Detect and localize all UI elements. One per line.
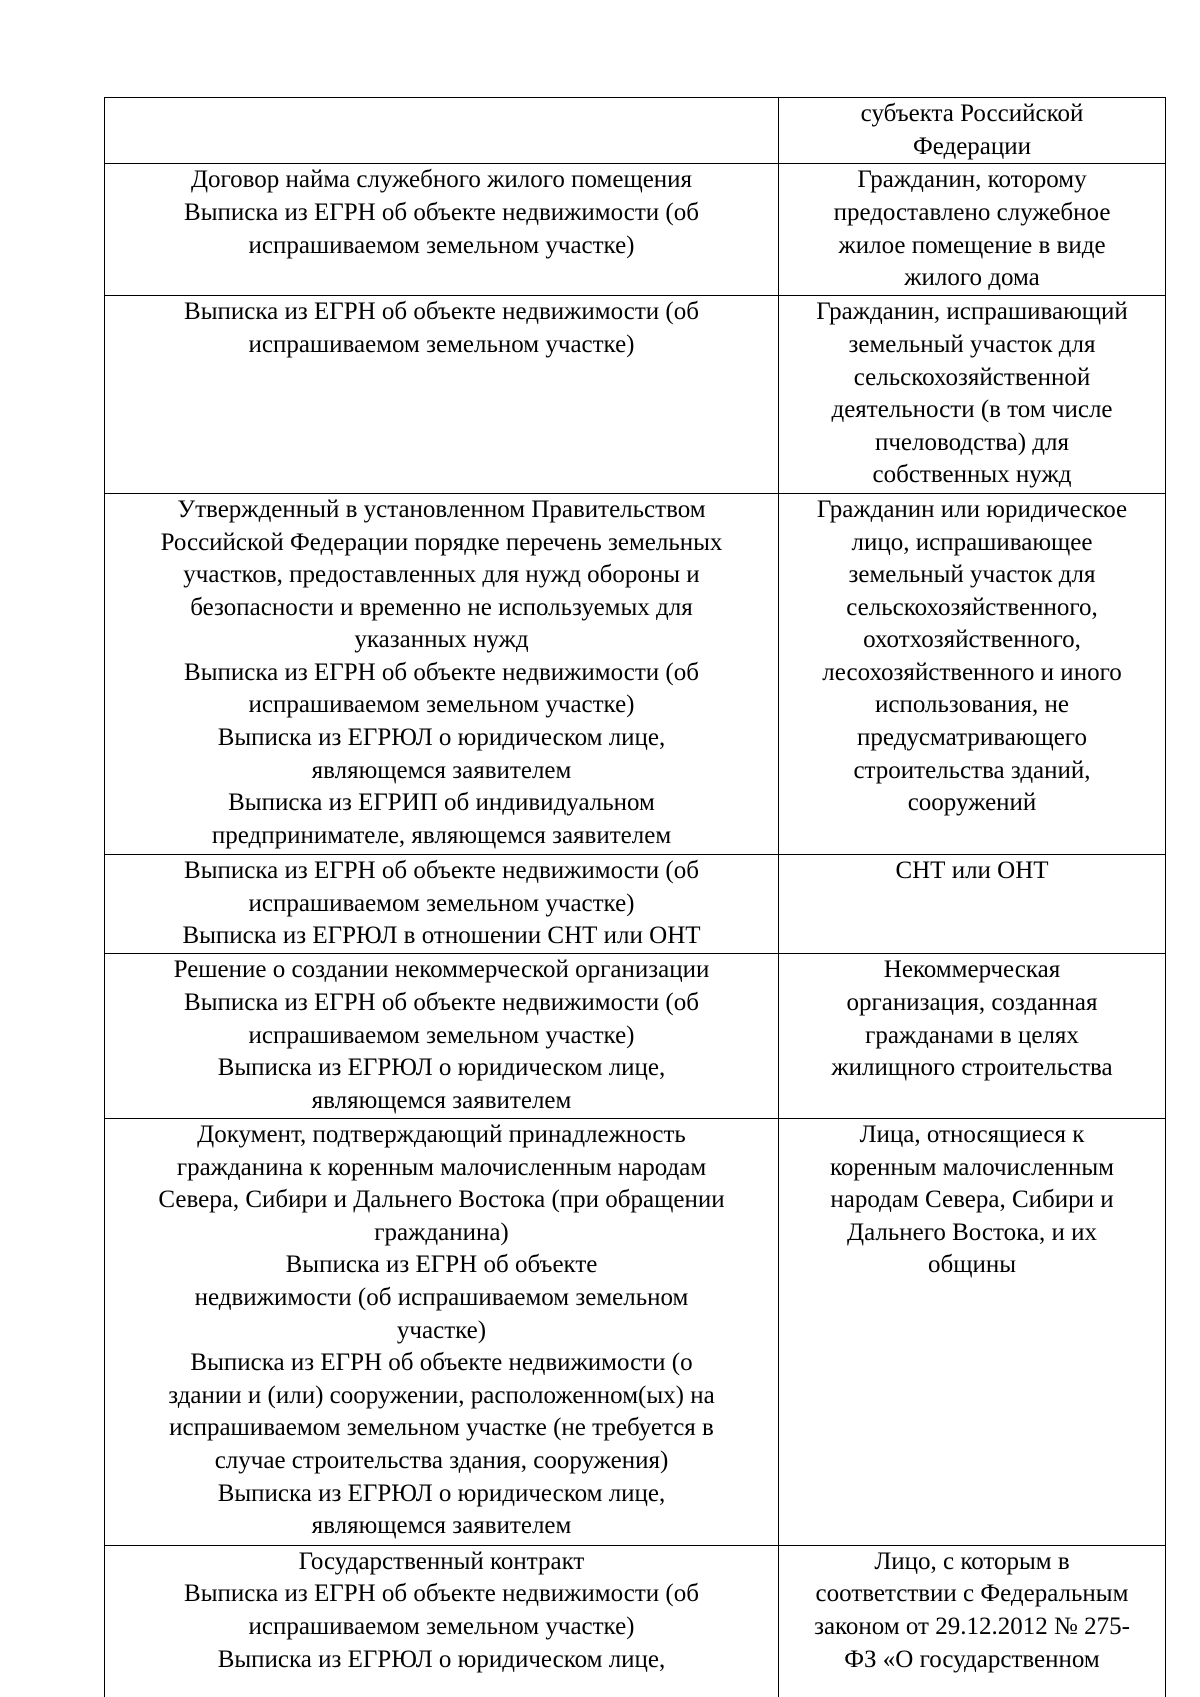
table-body [105, 98, 1166, 1697]
applicant-line: гражданами в целях [865, 1021, 1079, 1049]
applicant-line: строительства зданий, [853, 756, 1091, 784]
document-line: гражданина к коренным малочисленным народам [176, 1153, 707, 1181]
document-line: Российской Федерации порядке перечень земельных [160, 528, 723, 556]
applicant-cell [779, 493, 1166, 854]
documents-cell [105, 855, 779, 954]
document-line: Государственный контракт [298, 1547, 585, 1575]
document-line: предпринимателе, являющемся заявителем [211, 821, 672, 849]
applicant-cell [779, 98, 1166, 164]
applicant-line: общины [927, 1251, 1017, 1279]
applicant-line: деятельности (в том числе [831, 396, 1113, 424]
document-line: являющемся заявителем [311, 1086, 572, 1114]
document-line: Выписка из ЕГРН об объекте недвижимости (об [184, 988, 699, 1016]
document-line: Договор найма служебного жилого помещения [190, 166, 693, 194]
document-line: Выписка из ЕГРЮЛ в отношении СНТ или ОНТ [182, 922, 701, 950]
applicant-cell [779, 164, 1166, 296]
applicant-line: СНТ или ОНТ [895, 857, 1049, 885]
document-line: Выписка из ЕГРН об объекте недвижимости (о [190, 1349, 693, 1377]
document-line: Выписка из ЕГРН об объекте недвижимости (об [184, 857, 699, 885]
document-line: Выписка из ЕГРН об объекте недвижимости (об [184, 658, 699, 686]
document-line: Выписка из ЕГРН об объекте недвижимости (об [184, 1580, 699, 1608]
documents-cell [105, 954, 779, 1119]
documents-cell [105, 1545, 779, 1697]
applicant-line: Дальнего Востока, и их [847, 1218, 1097, 1246]
document-line: испрашиваемом земельном участке) [248, 889, 635, 917]
document-line: Севера, Сибири и Дальнего Востока (при обращении [158, 1186, 725, 1214]
documents-cell [105, 493, 779, 854]
document-line: являющемся заявителем [311, 756, 572, 784]
table-row [105, 1119, 1166, 1546]
applicant-cell [779, 296, 1166, 493]
applicant-line: Лица, относящиеся к [859, 1121, 1085, 1149]
table-row [105, 296, 1166, 493]
document-line: Выписка из ЕГРЮЛ о юридическом лице, [217, 1479, 666, 1507]
applicant-line: Гражданин, испрашивающий [816, 298, 1128, 326]
document-line: указанных нужд [354, 626, 529, 654]
document-line: недвижимости (об испрашиваемом земельном [194, 1284, 689, 1312]
applicant-cell [779, 954, 1166, 1119]
applicant-line: сельскохозяйственной [853, 363, 1091, 391]
table-row [105, 954, 1166, 1119]
document-line: гражданина) [374, 1218, 509, 1246]
applicant-line: собственных нужд [872, 461, 1072, 489]
documents-table [104, 97, 1166, 1697]
applicant-line: коренным малочисленным [830, 1153, 1114, 1181]
document-line: являющемся заявителем [311, 1512, 572, 1540]
applicant-line: жилищного строительства [831, 1054, 1113, 1082]
applicant-line: сооружений [907, 789, 1037, 817]
documents-cell [105, 1119, 779, 1546]
document-line: Выписка из ЕГРЮЛ о юридическом лице, [217, 1645, 666, 1673]
applicant-line: жилого дома [904, 264, 1040, 292]
applicant-line: Лицо, с которым в [874, 1547, 1070, 1575]
table-row [105, 98, 1166, 164]
document-line: испрашиваемом земельном участке) [248, 231, 635, 259]
documents-cell [105, 98, 779, 164]
applicant-line: законом от 29.12.2012 № 275- [814, 1612, 1130, 1640]
document-line: испрашиваемом земельном участке) [248, 1021, 635, 1049]
applicant-line: использования, не [875, 691, 1069, 719]
document-line: Выписка из ЕГРН об объекте недвижимости (об [184, 199, 699, 227]
document-line: испрашиваемом земельном участке) [248, 331, 635, 359]
applicant-line: сельскохозяйственного, [846, 593, 1098, 621]
document-line: испрашиваемом земельном участке) [248, 1612, 635, 1640]
documents-cell [105, 296, 779, 493]
document-line: участке) [396, 1316, 487, 1344]
applicant-line: Некоммерческая [883, 956, 1061, 984]
applicant-line: лицо, испрашивающее [851, 528, 1093, 556]
applicant-line: земельный участок для [848, 561, 1096, 589]
document-line: Выписка из ЕГРЮЛ о юридическом лице, [217, 1054, 666, 1082]
document-line: Выписка из ЕГРН об объекте [285, 1251, 598, 1279]
table-row [105, 855, 1166, 954]
document-line: испрашиваемом земельном участке (не требуется в [169, 1414, 714, 1442]
document-line: участков, предоставленных для нужд обороны и [183, 561, 700, 589]
applicant-line: ФЗ «О государственном [844, 1645, 1100, 1673]
applicant-cell [779, 855, 1166, 954]
document-line: безопасности и временно не используемых для [190, 593, 693, 621]
table-row [105, 164, 1166, 296]
applicant-line: организация, созданная [846, 988, 1098, 1016]
applicant-cell [779, 1545, 1166, 1697]
applicant-line: Гражданин или юридическое [816, 495, 1128, 523]
applicant-line: соответствии с Федеральным [815, 1580, 1129, 1608]
applicant-line: пчеловодства) для [874, 428, 1070, 456]
applicant-line: лесохозяйственного и иного [822, 658, 1122, 686]
applicant-line: Гражданин, которому [857, 166, 1087, 194]
document-line: Выписка из ЕГРИП об индивидуальном [228, 789, 655, 817]
document-line: Утвержденный в установленном Правительством [177, 495, 706, 523]
applicant-line: субъекта Российской [860, 100, 1084, 127]
document-line: случае строительства здания, сооружения) [214, 1447, 669, 1474]
applicant-line: охотхозяйственного, [863, 626, 1081, 654]
applicant-line: народам Севера, Сибири и [830, 1186, 1114, 1214]
applicant-line: предусматривающего [857, 724, 1087, 752]
table-row [105, 1545, 1166, 1697]
applicant-line: жилое помещение в виде [838, 231, 1106, 259]
document-line: Решение о создании некоммерческой организации [173, 956, 710, 984]
document-line: Выписка из ЕГРН об объекте недвижимости (об [184, 298, 699, 326]
document-line: Выписка из ЕГРЮЛ о юридическом лице, [217, 724, 666, 752]
applicant-line: Федерации [912, 132, 1032, 160]
document-line: здании и (или) сооружении, расположенном(ых) на [168, 1381, 715, 1409]
documents-cell [105, 164, 779, 296]
applicant-line: земельный участок для [848, 331, 1096, 359]
document-line: испрашиваемом земельном участке) [248, 691, 635, 719]
applicant-cell [779, 1119, 1166, 1546]
table-row [105, 493, 1166, 854]
applicant-line: предоставлено служебное [833, 199, 1111, 227]
document-line: Документ, подтверждающий принадлежность [197, 1121, 686, 1149]
